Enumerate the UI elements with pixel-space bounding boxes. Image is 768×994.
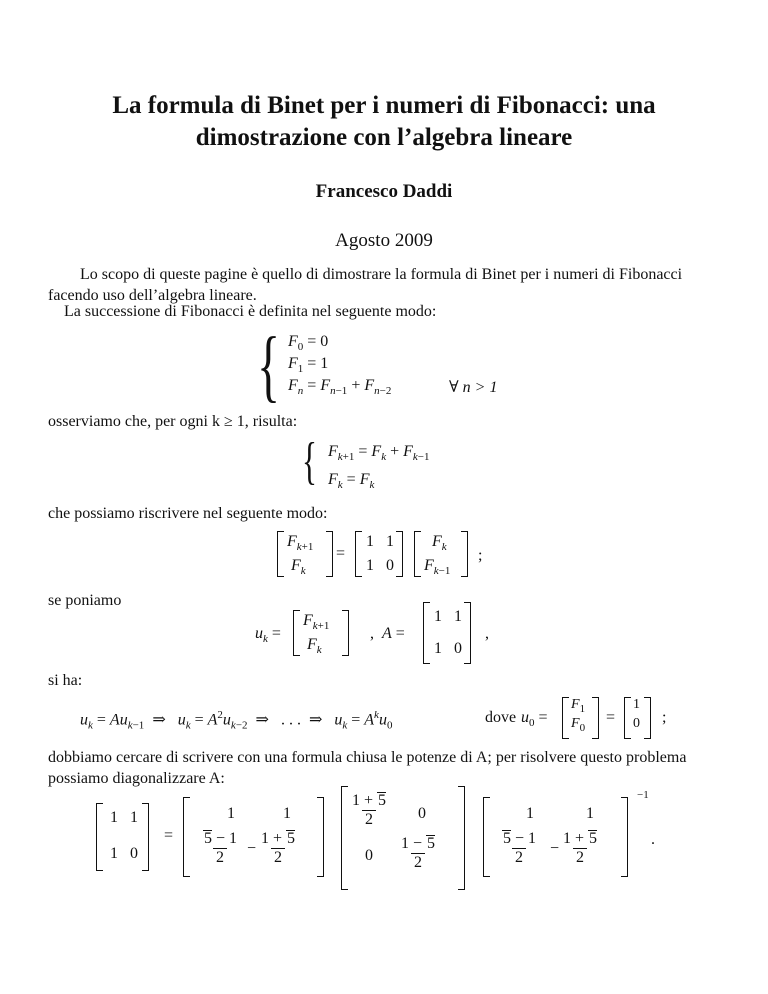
def-f1: $F_1 = 1$ <box>288 355 329 376</box>
u0-f1: $F_1$ <box>571 697 586 715</box>
title-line-1: La formula di Binet per i numeri di Fibonacci: una <box>112 92 656 119</box>
bracket <box>277 531 284 577</box>
bracket <box>458 786 465 890</box>
system-brace-1: { <box>257 322 281 410</box>
u0-val-0: 0 <box>633 716 640 731</box>
matrix-a-cell: 1 1 <box>434 608 462 625</box>
equals: = <box>336 545 346 562</box>
date: Agosto 2009 <box>335 230 433 251</box>
uk-fk1: $F_{k+1}$ <box>303 612 330 633</box>
frac-1-plus-sqrt5-inv: $\frac{1 + 5}{2}$ <box>563 830 598 866</box>
system-brace-2: { <box>302 433 317 490</box>
d-zero: 0 <box>365 847 373 864</box>
vec-fk-top: $F_k$ <box>432 533 447 554</box>
semicolon: ; <box>478 547 483 564</box>
intro-line-3: La successione di Fibonacci è definita nel seguente modo: <box>64 303 437 320</box>
p-cell: 1 <box>283 805 291 822</box>
si-ha: si ha: <box>48 672 83 689</box>
bracket <box>293 610 300 656</box>
a-label: , A = <box>370 625 405 642</box>
bracket <box>483 797 490 877</box>
period: . <box>651 831 655 848</box>
bracket <box>341 786 348 890</box>
uk-fk: $F_k$ <box>307 636 322 657</box>
equals: = <box>606 709 616 726</box>
semicolon: ; <box>662 709 667 726</box>
uk-label: $u_k$ = <box>255 625 281 646</box>
u0-val-1: 1 <box>633 697 640 712</box>
frac-sqrt5-minus1-inv: $\frac{5 - 1}{2}$ <box>503 830 537 866</box>
bracket <box>96 803 103 871</box>
vec-fkm1: $F_{k-1}$ <box>424 557 451 578</box>
bracket <box>644 697 651 739</box>
frac-eig2: $\frac{1 - 5}{2}$ <box>401 835 436 871</box>
intro-line-1: Lo scopo di queste pagine è quello di dimostrare la formula di Binet per i numeri di Fibonacci <box>80 266 683 283</box>
u0-label: $u_0$ = <box>521 709 548 730</box>
bracket <box>621 797 628 877</box>
bracket <box>461 531 468 577</box>
obs-eq-1: $F_{k+1} = F_k + F_{k-1}$ <box>328 443 430 464</box>
intro-line-2: facendo uso dell’algebra lineare. <box>48 287 257 304</box>
dobbiamo-line-2: possiamo diagonalizzare A: <box>48 770 225 787</box>
title-line-2: dimostrazione con l’algebra lineare <box>195 124 573 151</box>
pinv-cell: 1 <box>586 805 594 822</box>
bracket <box>396 531 403 577</box>
equals: = <box>164 827 174 844</box>
def-fn: $F_n = F_{n-1} + F_{n-2}$ <box>288 377 392 398</box>
minus-sign: − <box>247 840 257 857</box>
u0-f0: $F_0$ <box>571 716 586 734</box>
matrix-cell: 1 1 <box>366 533 394 550</box>
bracket <box>342 610 349 656</box>
bracket <box>183 797 190 877</box>
def-forall: ∀ n > 1 <box>449 379 498 396</box>
matrix-a-cell: 1 0 <box>434 640 462 657</box>
bracket <box>317 797 324 877</box>
d-zero: 0 <box>418 805 426 822</box>
bracket <box>562 697 569 739</box>
dobbiamo-line-1: dobbiamo cercare di scrivere con una formula chiusa le potenze di A; per risolvere questo problema <box>48 749 687 766</box>
matrix-cell: 1 0 <box>366 557 394 574</box>
bracket <box>592 697 599 739</box>
diag-m-cell: 1 0 <box>110 845 138 862</box>
bracket <box>142 803 149 871</box>
diag-m-cell: 1 1 <box>110 809 138 826</box>
bracket <box>624 697 631 739</box>
bracket <box>464 602 471 664</box>
bracket <box>414 531 421 577</box>
author: Francesco Daddi <box>315 181 453 202</box>
vec-fk1: $F_{k+1}$ <box>287 533 314 554</box>
minus-sign: − <box>550 840 560 857</box>
bracket <box>326 531 333 577</box>
bracket <box>355 531 362 577</box>
pinv-cell: 1 <box>526 805 534 822</box>
frac-sqrt5-minus1: $\frac{5 - 1}{2}$ <box>204 830 238 866</box>
se-poniamo: se poniamo <box>48 592 122 609</box>
dove: dove <box>485 709 517 726</box>
frac-eig1: $\frac{1 + 5}{2}$ <box>352 792 387 828</box>
comma: , <box>485 625 489 642</box>
vec-fk: $F_k$ <box>291 557 306 578</box>
p-cell: 1 <box>227 805 235 822</box>
def-f0: $F_0 = 0$ <box>288 333 329 354</box>
bracket <box>423 602 430 664</box>
observe-text: osserviamo che, per ogni k ≥ 1, risulta: <box>48 413 298 430</box>
inverse-exponent: −1 <box>637 789 649 801</box>
frac-1-plus-sqrt5: $\frac{1 + 5}{2}$ <box>261 830 296 866</box>
recurrence-chain: $u_k = Au_{k-1}$ ⇒ $u_k = A^2u_{k-2}$ ⇒ . . . ⇒ $u_k = A^ku_0$ <box>80 709 393 732</box>
rewrite-text: che possiamo riscrivere nel seguente modo: <box>48 505 328 522</box>
obs-eq-2: $F_k = F_k$ <box>328 471 375 492</box>
